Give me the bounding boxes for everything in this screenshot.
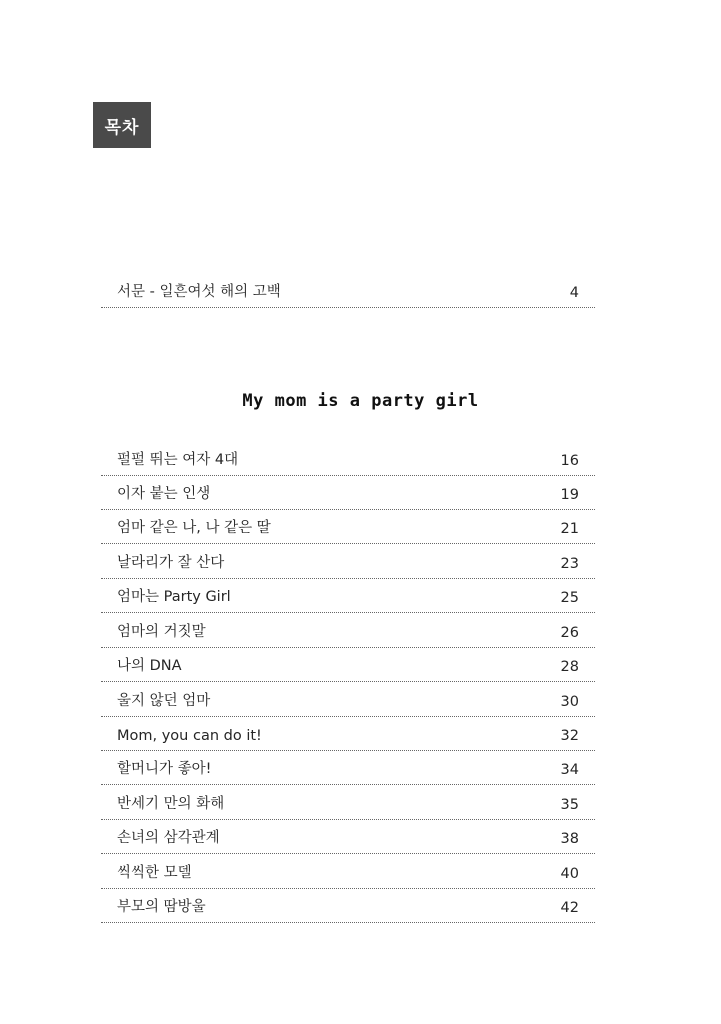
toc-entry-title: 엄마의 거짓말 xyxy=(117,624,206,640)
toc-entry-page: 19 xyxy=(560,487,579,503)
toc-entry[interactable] xyxy=(101,476,595,510)
toc-entry[interactable] xyxy=(101,820,595,854)
toc-entry-title: Mom, you can do it! xyxy=(117,728,262,744)
toc-entry[interactable] xyxy=(101,510,595,544)
toc-entry-title: 씩씩한 모델 xyxy=(117,865,192,881)
toc-entry-title: 손녀의 삼각관계 xyxy=(117,830,220,846)
toc-entry-title: 엄마는 Party Girl xyxy=(117,589,231,605)
toc-entry[interactable] xyxy=(101,751,595,785)
toc-entry[interactable] xyxy=(101,545,595,579)
toc-entry-page: 4 xyxy=(569,285,579,301)
toc-entry-page: 28 xyxy=(560,659,579,675)
toc-entry-page: 35 xyxy=(560,797,579,813)
toc-entry-title: 반세기 만의 화해 xyxy=(117,796,225,812)
toc-entry[interactable] xyxy=(101,855,595,889)
toc-entry-page: 21 xyxy=(560,521,579,537)
toc-entry-page: 32 xyxy=(560,728,579,744)
toc-entry-title: 엄마 같은 나, 나 같은 딸 xyxy=(117,520,271,536)
toc-entry-page: 23 xyxy=(560,556,579,572)
toc-entry-title: 울지 않던 엄마 xyxy=(117,693,211,709)
section-heading: My mom is a party girl xyxy=(242,391,479,411)
toc-entry[interactable] xyxy=(101,442,595,476)
toc-entry-title: 이자 붙는 인생 xyxy=(117,486,211,502)
toc-entry-page: 34 xyxy=(560,762,579,778)
toc-entry-page: 40 xyxy=(560,866,579,882)
toc-badge-label: 목차 xyxy=(104,117,140,138)
toc-entry-title: 날라리가 잘 산다 xyxy=(117,555,225,571)
toc-entry-page: 25 xyxy=(560,590,579,606)
toc-entry[interactable] xyxy=(101,614,595,648)
toc-entry-title: 나의 DNA xyxy=(117,658,182,674)
toc-entry-preface[interactable] xyxy=(101,274,595,308)
toc-entry-title: 부모의 땀방울 xyxy=(117,899,206,915)
toc-entry[interactable] xyxy=(101,889,595,923)
toc-entry-page: 26 xyxy=(560,625,579,641)
toc-entry-page: 42 xyxy=(560,900,579,916)
toc-entry-page: 16 xyxy=(560,453,579,469)
toc-entry[interactable] xyxy=(101,683,595,717)
toc-entry-title: 서문 - 일흔여섯 해의 고백 xyxy=(117,284,281,300)
toc-entry[interactable] xyxy=(101,648,595,682)
toc-entry[interactable] xyxy=(101,786,595,820)
toc-entry-title: 펄펄 뛰는 여자 4대 xyxy=(117,452,239,468)
toc-entry-page: 38 xyxy=(560,831,579,847)
toc-badge xyxy=(93,102,151,148)
toc-entry[interactable] xyxy=(101,579,595,613)
toc-entry[interactable] xyxy=(101,717,595,751)
toc-entry-title: 할머니가 좋아! xyxy=(117,761,212,777)
toc-entry-page: 30 xyxy=(560,694,579,710)
